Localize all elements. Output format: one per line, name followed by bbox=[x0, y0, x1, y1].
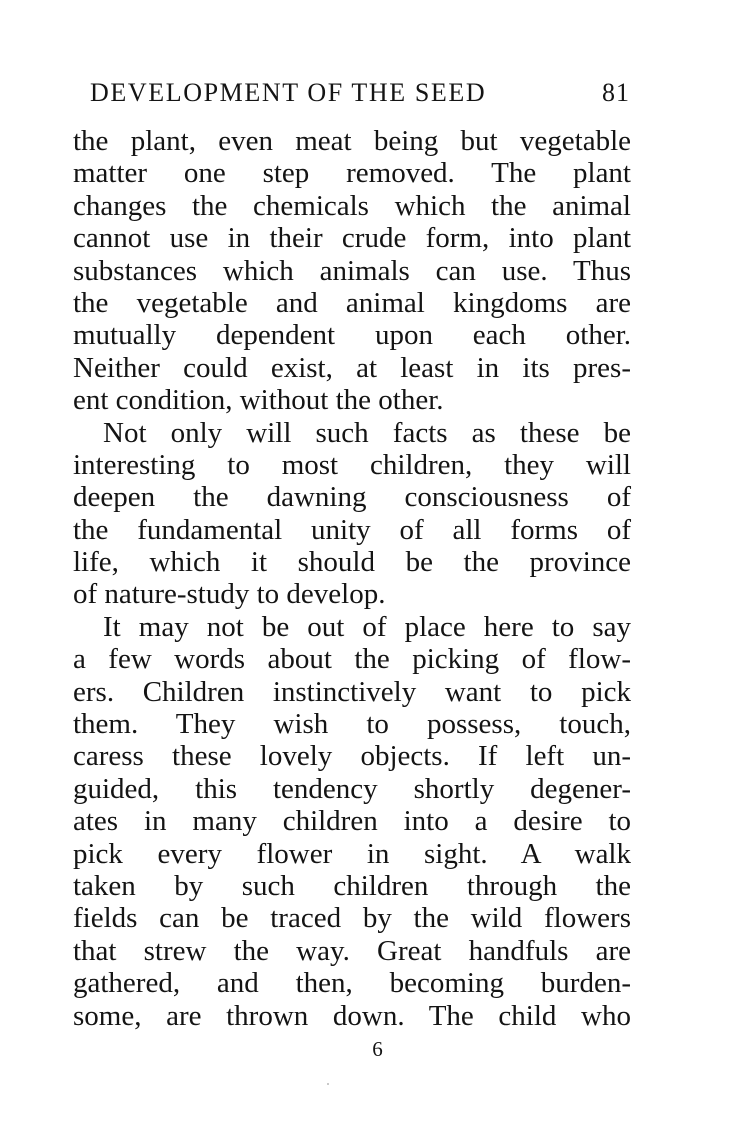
text-line: the fundamental unity of all forms of bbox=[73, 513, 631, 546]
text-line: the vegetable and animal kingdoms are bbox=[73, 286, 631, 319]
text-line: changes the chemicals which the animal bbox=[73, 189, 631, 222]
text-line: cannot use in their crude form, into plant bbox=[73, 222, 631, 255]
text-line: guided, this tendency shortly degener- bbox=[73, 772, 631, 805]
page-number: 81 bbox=[602, 78, 630, 107]
paragraph-first-line: Not only will such facts as these be bbox=[103, 416, 631, 449]
paragraph-last-line: ent condition, without the other. bbox=[73, 384, 444, 417]
text-line: substances which animals can use. Thus bbox=[73, 254, 631, 287]
running-head-title: DEVELOPMENT OF THE SEED bbox=[90, 78, 487, 107]
running-head bbox=[90, 77, 630, 109]
body-text bbox=[73, 125, 631, 1032]
paragraph-first-line: It may not be out of place here to say bbox=[103, 610, 631, 643]
text-line: the plant, even meat being but vegetable bbox=[73, 125, 631, 157]
text-line: mutually dependent upon each other. bbox=[73, 319, 631, 352]
text-line: pick every flower in sight. A walk bbox=[73, 837, 631, 870]
paragraph-last-line: of nature-study to develop. bbox=[73, 578, 386, 611]
text-line: fields can be traced by the wild flowers bbox=[73, 902, 631, 935]
text-line: life, which it should be the province bbox=[73, 546, 631, 579]
signature-mark: 6 bbox=[372, 1037, 383, 1061]
text-line: Neither could exist, at least in its pres- bbox=[73, 351, 631, 384]
text-line: ates in many children into a desire to bbox=[73, 805, 631, 838]
text-line: some, are thrown down. The child who bbox=[73, 999, 631, 1032]
text-line: them. They wish to possess, touch, bbox=[73, 708, 631, 741]
text-line: deepen the dawning consciousness of bbox=[73, 481, 631, 514]
text-line: a few words about the picking of flow- bbox=[73, 643, 631, 676]
text-line: taken by such children through the bbox=[73, 869, 631, 902]
text-line: matter one step removed. The plant bbox=[73, 157, 631, 190]
text-line: caress these lovely objects. If left un- bbox=[73, 740, 631, 773]
text-line: ers. Children instinctively want to pick bbox=[73, 675, 631, 708]
text-line: that strew the way. Great handfuls are bbox=[73, 934, 631, 967]
text-line: interesting to most children, they will bbox=[73, 448, 631, 481]
text-line: gathered, and then, becoming burden- bbox=[73, 967, 631, 1000]
print-speck bbox=[327, 1083, 329, 1085]
